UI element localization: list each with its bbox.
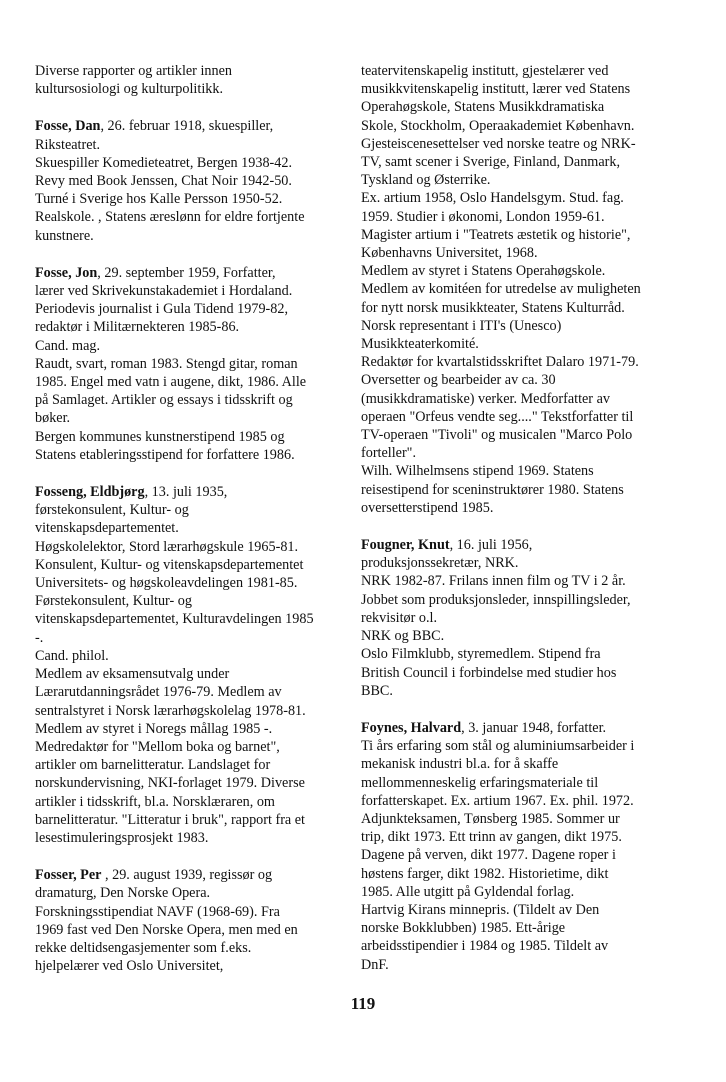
text-line: for nytt norsk musikkteater, Statens Kulturråd. bbox=[361, 299, 625, 316]
text-line: dramaturg, Den Norske Opera. bbox=[35, 885, 211, 902]
text-line: på Samlaget. Artikler og essays i tidsskrift og bbox=[35, 392, 293, 409]
text-line: 1985. Engel med vatn i augene, dikt, 1986. Alle bbox=[35, 374, 307, 391]
text-line: mekanisk industri bl.a. for å skaffe bbox=[361, 756, 559, 773]
text-line: norskundervisning, NKI-forlaget 1979. Diverse bbox=[35, 775, 305, 792]
text-line: musikkvitenskapelig institutt, lærer ved Statens bbox=[361, 81, 631, 98]
text-line: artikler om barnelitteratur. Landslaget for bbox=[35, 757, 271, 774]
text-line: Dagene på verven, dikt 1977. Dagene roper i bbox=[361, 847, 616, 864]
entry-heading-detail: , 26. februar 1918, skuespiller, bbox=[100, 118, 274, 135]
text-line: forteller". bbox=[361, 445, 417, 462]
text-line: barnelitteratur. "Litteratur i bruk", rapport fra et bbox=[35, 811, 305, 828]
text-line: oversetterstipend 1985. bbox=[361, 499, 494, 516]
entry-heading-detail: , 13. juli 1935, bbox=[144, 484, 228, 501]
text-line: høstens farger, dikt 1982. Historietime, dikt bbox=[361, 865, 609, 882]
text-line: Oslo Filmklubb, styremedlem. Stipend fra bbox=[361, 646, 601, 663]
text-line: Skole, Stockholm, Operaakademiet København. bbox=[361, 117, 635, 134]
entry-heading-line bbox=[361, 719, 666, 737]
text-line: Operahøgskole, Statens Musikkdramatiska bbox=[361, 99, 605, 116]
text-line: vitenskapsdepartementet. bbox=[35, 520, 179, 537]
text-line: kultursosiologi og kulturpolitikk. bbox=[35, 81, 223, 98]
text-line: hjelpelærer ved Oslo Universitet, bbox=[35, 958, 224, 975]
text-line: sentralstyret i Norsk lærarhøgskolelag 1978-81. bbox=[35, 702, 306, 719]
text-line: Revy med Book Jenssen, Chat Noir 1942-50. bbox=[35, 173, 292, 190]
text-line: Førstekonsulent, Kultur- og bbox=[35, 593, 192, 610]
text-line: Wilh. Wilhelmsens stipend 1969. Statens bbox=[361, 463, 594, 480]
text-line: vitenskapsdepartementet, Kulturavdelingen 1985 bbox=[35, 611, 314, 628]
person-name: Foynes, Halvard bbox=[361, 719, 462, 736]
text-line: Magister artium i "Teatrets æstetik og historie", bbox=[361, 226, 631, 243]
text-line: 1969 fast ved Den Norske Opera, men med en bbox=[35, 921, 298, 938]
text-line: Riksteatret. bbox=[35, 136, 101, 153]
text-line: TV-operaen "Tivoli" og musicalen "Marco Polo bbox=[361, 427, 633, 444]
text-line: reisestipend for sceninstruktører 1980. Statens bbox=[361, 481, 624, 498]
text-line: Skuespiller Komedieteatret, Bergen 1938-42. bbox=[35, 154, 293, 171]
text-line: Medlem av eksamensutvalg under bbox=[35, 666, 230, 683]
text-line: -. bbox=[35, 629, 44, 646]
entry-heading-detail: , 3. januar 1948, forfatter. bbox=[461, 719, 607, 736]
text-line: Gjesteiscenesettelser ved norske teatre og NRK- bbox=[361, 135, 636, 152]
text-line: Diverse rapporter og artikler innen bbox=[35, 63, 232, 79]
text-line: kunstnere. bbox=[35, 227, 94, 244]
entry-heading-line bbox=[35, 866, 335, 884]
text-line: artikler i tidsskrift, bl.a. Norsklæraren, om bbox=[35, 793, 275, 810]
text-line: Tyskland og Østerrike. bbox=[361, 172, 491, 189]
text-line: forfatterskapet. Ex. artium 1967. Ex. phil. 1972. bbox=[361, 792, 634, 809]
biography-entry bbox=[35, 264, 335, 464]
entry-heading-detail: , 29. september 1959, Forfatter, bbox=[97, 264, 276, 281]
text-line: 1985. Alle utgitt på Gyldendal forlag. bbox=[361, 883, 575, 900]
right-column bbox=[361, 62, 666, 993]
entry-heading-detail: , 29. august 1939, regissør og bbox=[101, 867, 273, 884]
text-line: Ex. artium 1958, Oslo Handelsgym. Stud. fag. bbox=[361, 190, 624, 207]
text-line: Medlem av komitéen for utredelse av muligheten bbox=[361, 281, 641, 298]
text-line: Medlem av styret i Statens Operahøgskole. bbox=[361, 263, 606, 280]
entry-heading-line bbox=[35, 117, 335, 135]
biography-entry bbox=[35, 117, 335, 244]
left-column bbox=[35, 62, 335, 994]
text-line: Musikkteaterkomité. bbox=[361, 336, 479, 353]
text-line: Lærarutdanningsrådet 1976-79. Medlem av bbox=[35, 684, 282, 701]
person-name: Fougner, Knut bbox=[361, 537, 450, 554]
text-line: Norsk representant i ITI's (Unesco) bbox=[361, 317, 562, 334]
text-line: teatervitenskapelig institutt, gjestelærer ved bbox=[361, 63, 609, 79]
text-line: mellommenneskelig erfaringsmateriale til bbox=[361, 774, 599, 791]
text-line: Ti års erfaring som stål og aluminiumsarbeider i bbox=[361, 738, 635, 755]
text-line: Raudt, svart, roman 1983. Stengd gitar, roman bbox=[35, 355, 298, 372]
text-line: redaktør i Militærnekteren 1985-86. bbox=[35, 319, 240, 336]
text-line: NRK og BBC. bbox=[361, 628, 445, 645]
text-line: 1959. Studier i økonomi, London 1959-61. bbox=[361, 208, 605, 225]
text-line: Universitets- og høgskoleavdelingen 1981-85. bbox=[35, 575, 298, 592]
text-line: arbeidsstipendier i 1984 og 1985. Tildelt av bbox=[361, 938, 609, 955]
text-line: Periodevis journalist i Gula Tidend 1979-82, bbox=[35, 301, 289, 318]
person-name: Fosse, Jon bbox=[35, 264, 98, 281]
person-name: Fosseng, Eldbjørg bbox=[35, 484, 145, 501]
text-line: Statens etableringsstipend for forfattere 1986. bbox=[35, 446, 295, 463]
biography-entry bbox=[361, 719, 666, 974]
biography-entry bbox=[35, 483, 335, 847]
text-line: Cand. mag. bbox=[35, 337, 101, 354]
text-line: Turné i Sverige hos Kalle Persson 1950-52. bbox=[35, 191, 283, 208]
text-line: produksjonssekretær, NRK. bbox=[361, 555, 519, 572]
text-line: operaen "Orfeus vendte seg...." Tekstforfatter til bbox=[361, 408, 634, 425]
person-name: Fosse, Dan bbox=[35, 118, 101, 135]
text-line: British Council i forbindelse med studier hos bbox=[361, 664, 617, 681]
text-line: rekke deltidsengasjementer som f.eks. bbox=[35, 939, 252, 956]
entry-heading-line bbox=[35, 264, 335, 282]
text-line: (musikkdramatiske) verker. Medforfatter av bbox=[361, 390, 610, 407]
biography-entry bbox=[35, 866, 335, 975]
text-line: trip, dikt 1973. Ett trinn av gangen, dikt 1975. bbox=[361, 829, 622, 846]
text-line: NRK 1982-87. Frilans innen film og TV i 2 år. bbox=[361, 573, 626, 590]
text-line: Medlem av styret i Noregs mållag 1985 -. bbox=[35, 720, 273, 737]
person-name: Fosser, Per bbox=[35, 867, 102, 884]
text-line: Cand. philol. bbox=[35, 647, 109, 664]
text-line: Forskningsstipendiat NAVF (1968-69). Fra bbox=[35, 903, 280, 920]
text-line: TV, samt scener i Sverige, Finland, Danmark, bbox=[361, 154, 620, 171]
text-line: Bergen kommunes kunstnerstipend 1985 og bbox=[35, 428, 285, 445]
entry-continuation bbox=[361, 62, 666, 517]
text-line: rekvisitør o.l. bbox=[361, 609, 438, 626]
biography-entry bbox=[361, 536, 666, 700]
page-number: 119 bbox=[350, 994, 376, 1013]
entry-heading-line bbox=[35, 483, 335, 501]
text-line: Konsulent, Kultur- og vitenskapsdepartementet bbox=[35, 556, 304, 573]
text-line: bøker. bbox=[35, 410, 71, 427]
text-line: norske Bokklubben) 1985. Ett-årige bbox=[361, 920, 566, 937]
text-line: Hartvig Kirans minnepris. (Tildelt av Den bbox=[361, 901, 600, 918]
text-line: førstekonsulent, Kultur- og bbox=[35, 502, 189, 519]
text-line: Adjunkteksamen, Tønsberg 1985. Sommer ur bbox=[361, 810, 620, 827]
text-line: Redaktør for kvartalstidsskriftet Dalaro 1971-79. bbox=[361, 354, 639, 371]
entry-heading-detail: , 16. juli 1956, bbox=[449, 537, 533, 554]
text-line: BBC. bbox=[361, 682, 393, 699]
text-line: Københavns Universitet, 1968. bbox=[361, 245, 538, 262]
text-line: Oversetter og bearbeider av ca. 30 bbox=[361, 372, 556, 389]
text-line: Høgskolelektor, Stord lærarhøgskule 1965-81. bbox=[35, 538, 299, 555]
text-line: lærer ved Skrivekunstakademiet i Hordaland. bbox=[35, 283, 293, 300]
entry-heading-line bbox=[361, 536, 666, 554]
text-line: Medredaktør for "Mellom boka og barnet", bbox=[35, 738, 280, 755]
text-line: Jobbet som produksjonsleder, innspillingsleder, bbox=[361, 591, 631, 608]
entry-continuation bbox=[35, 62, 335, 98]
text-line: lesestimuleringsprosjekt 1983. bbox=[35, 829, 209, 846]
text-line: DnF. bbox=[361, 956, 389, 973]
text-line: Realskole. , Statens æreslønn for eldre fortjente bbox=[35, 209, 305, 226]
